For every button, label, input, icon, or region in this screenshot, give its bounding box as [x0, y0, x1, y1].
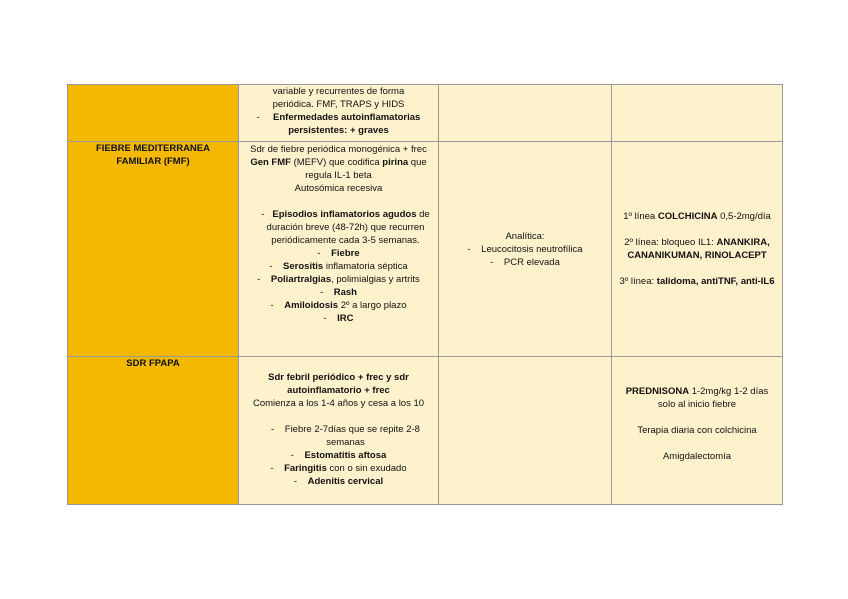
lab-item-text: Leucocitosis neutrofílica [481, 243, 583, 255]
text-span: 1º línea [623, 211, 658, 222]
bullet-dash: - [271, 424, 275, 435]
bullet-dash: - [317, 248, 321, 259]
text-span: (MEFV) que codifica [290, 157, 383, 168]
treatment-cell [612, 142, 783, 357]
text-span: 1-2mg/kg 1-2 días solo al inicio fiebre [657, 386, 769, 410]
treatment-line [617, 385, 777, 411]
syndromes-table [67, 84, 783, 505]
bullet-bold: Episodios inflamatorios agudos [272, 209, 417, 220]
bullet-bold: IRC [337, 313, 354, 324]
row-label [68, 85, 239, 142]
bullet-item [244, 312, 433, 325]
bullet-dash: - [290, 450, 294, 461]
text-span: 0,5-2mg/día [717, 211, 771, 222]
description-cell [239, 357, 439, 505]
bullet-item [244, 462, 433, 475]
bullet-text: , polimialgias y artrits [331, 274, 420, 285]
drug-name: PREDNISONA [625, 386, 690, 397]
lab-item-text: PCR elevada [503, 256, 560, 268]
treatment-line [617, 210, 777, 223]
bullet-item [244, 475, 433, 488]
treatment-line [617, 275, 777, 288]
bullet-item [244, 286, 433, 299]
bullet-bold: Adenitis cervical [307, 476, 384, 487]
bullet-item [244, 247, 433, 260]
bullet-dash: - [256, 112, 260, 123]
bullet-text: Enfermedades autoinflamatorias [273, 112, 421, 123]
bullet-dash: - [269, 261, 273, 272]
bullet-dash: - [323, 313, 327, 324]
text-span: que [408, 157, 427, 168]
bullet-dash: - [490, 256, 494, 268]
treatment-cell [612, 85, 783, 142]
protein-name: pirina [382, 157, 409, 168]
bullet-item [244, 449, 433, 462]
bullet-bold: Rash [333, 287, 357, 298]
table-row [68, 85, 783, 142]
bullet-bold: Fiebre [331, 248, 360, 259]
bullet-item [244, 260, 433, 273]
text-line: Sdr de fiebre periódica monogénica + frec [250, 144, 427, 155]
bullet-dash: - [293, 476, 298, 487]
text-line: Autosómica recesiva [294, 183, 383, 194]
drug-name: talidoma, antiTNF, anti-IL6 [656, 276, 775, 287]
bullet-dash: - [257, 274, 261, 285]
treatment-line: Terapia diaria con colchicina [637, 425, 757, 436]
bullet-text: con o sin exudado [326, 463, 407, 474]
lab-cell [439, 357, 612, 505]
text-line: variable y recurrentes de forma [272, 86, 405, 97]
bullet-item [244, 111, 433, 124]
treatment-cell [612, 357, 783, 505]
lab-cell [439, 142, 612, 357]
bullet-dash: - [270, 300, 274, 311]
bullet-text: inflamatoria séptica [323, 261, 408, 272]
description-cell [239, 142, 439, 357]
bullet-text-cont: persistentes: + graves [288, 125, 389, 136]
bullet-item [244, 299, 433, 312]
bullet-dash: - [261, 209, 265, 220]
gene-name: Gen FMF [250, 157, 291, 168]
treatment-line: Amigdalectomía [662, 451, 732, 462]
bullet-item [258, 423, 433, 449]
lab-title: Analítica: [505, 230, 545, 242]
text-span: 2º línea: bloqueo IL1: [624, 237, 717, 248]
text-line [244, 156, 433, 169]
description-cell [239, 85, 439, 142]
bullet-item [244, 273, 433, 286]
bullet-bold: Faringitis [284, 463, 327, 474]
bullet-bold: Estomatitis aftosa [304, 450, 387, 461]
table-row [68, 357, 783, 505]
text-line: Sdr febril periódico + frec y sdr autoinflamatorio + frec [268, 372, 409, 396]
bullet-text: Fiebre 2-7días que se repite 2-8 semanas [284, 424, 420, 448]
text-line: regula IL-1 beta [305, 170, 372, 181]
text-span: 3º línea: [619, 276, 657, 287]
lab-item [444, 256, 606, 269]
bullet-bold: Serositis [283, 261, 324, 272]
lab-cell [439, 85, 612, 142]
bullet-dash: - [270, 463, 274, 474]
lab-item [444, 243, 606, 256]
bullet-dash: - [467, 243, 471, 255]
bullet-text: de duración breve (48-72h) que recurren periódicamente cada 3-5 semanas. [266, 209, 430, 246]
bullet-dash: - [320, 287, 324, 298]
drug-name: COLCHICINA [657, 211, 718, 222]
text-line: periódica. FMF, TRAPS y HIDS [272, 99, 405, 110]
drug-name: ANANKIRA, CANANIKUMAN, RINOLACEPT [627, 237, 770, 261]
bullet-text: 2º a largo plazo [338, 300, 407, 311]
bullet-bold: Poliartralgias [270, 274, 332, 285]
text-line: Comienza a los 1-4 años y cesa a los 10 [252, 398, 425, 409]
row-label: SDR FPAPA [68, 357, 239, 505]
bullet-item [258, 208, 433, 247]
row-label: FIEBRE MEDITERRANEA FAMILIAR (FMF) [68, 142, 239, 357]
bullet-bold: Amiloidosis [284, 300, 339, 311]
table-row [68, 142, 783, 357]
treatment-line [617, 236, 777, 262]
